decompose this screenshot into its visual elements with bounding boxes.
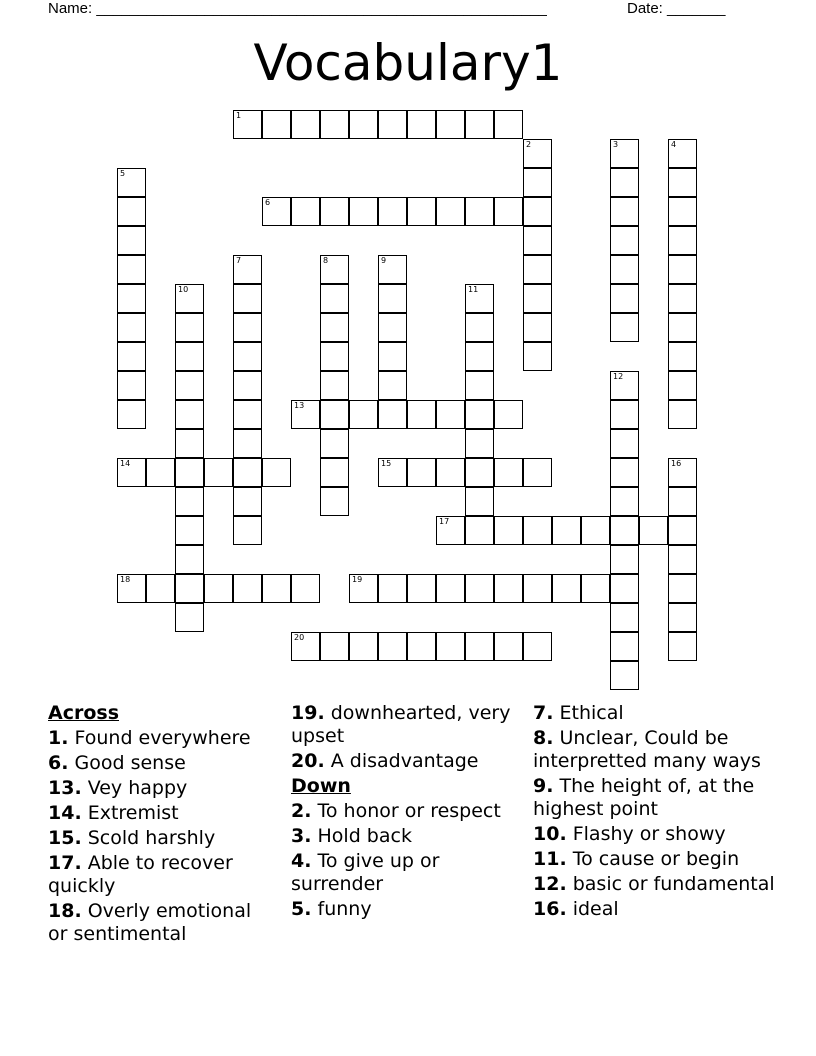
grid-cell[interactable]	[494, 400, 523, 429]
cell-number: 19	[352, 575, 363, 584]
grid-cell[interactable]	[320, 371, 349, 400]
cell-number: 12	[613, 372, 624, 381]
grid-cell[interactable]	[465, 284, 494, 313]
grid-cell[interactable]	[378, 255, 407, 284]
date-line: Date: _______	[627, 0, 726, 17]
grid-cell[interactable]	[523, 574, 552, 603]
grid-cell[interactable]	[668, 226, 697, 255]
grid-cell[interactable]	[117, 458, 146, 487]
grid-cell[interactable]	[610, 574, 639, 603]
grid-cell[interactable]	[291, 197, 320, 226]
grid-cell[interactable]	[320, 110, 349, 139]
grid-cell[interactable]	[523, 632, 552, 661]
grid-cell[interactable]	[233, 110, 262, 139]
grid-cell[interactable]	[465, 400, 494, 429]
grid-cell[interactable]	[436, 458, 465, 487]
grid-cell[interactable]	[320, 400, 349, 429]
grid-cell[interactable]	[523, 342, 552, 371]
grid-cell[interactable]	[233, 342, 262, 371]
grid-cell[interactable]	[175, 458, 204, 487]
grid-cell[interactable]	[378, 574, 407, 603]
grid-cell[interactable]	[668, 255, 697, 284]
grid-cell[interactable]	[668, 458, 697, 487]
grid-cell[interactable]	[320, 429, 349, 458]
grid-cell[interactable]	[639, 516, 668, 545]
grid-cell[interactable]	[117, 342, 146, 371]
grid-cell[interactable]	[668, 313, 697, 342]
grid-cell[interactable]	[378, 371, 407, 400]
grid-cell[interactable]	[668, 197, 697, 226]
grid-cell[interactable]	[668, 284, 697, 313]
grid-cell[interactable]	[320, 342, 349, 371]
grid-cell[interactable]	[523, 516, 552, 545]
grid-cell[interactable]	[523, 197, 552, 226]
grid-cell[interactable]	[465, 429, 494, 458]
grid-cell[interactable]	[610, 284, 639, 313]
grid-cell[interactable]	[581, 516, 610, 545]
grid-cell[interactable]	[668, 487, 697, 516]
cell-number: 8	[323, 256, 329, 265]
grid-cell[interactable]	[117, 226, 146, 255]
cell-number: 4	[671, 140, 677, 149]
grid-cell[interactable]	[117, 400, 146, 429]
grid-cell[interactable]	[233, 574, 262, 603]
grid-cell[interactable]	[320, 255, 349, 284]
grid-cell[interactable]	[204, 574, 233, 603]
grid-cell[interactable]	[378, 197, 407, 226]
grid-cell[interactable]	[175, 516, 204, 545]
grid-cell[interactable]	[465, 516, 494, 545]
grid-cell[interactable]	[436, 516, 465, 545]
grid-cell[interactable]	[668, 139, 697, 168]
grid-cell[interactable]	[610, 139, 639, 168]
grid-cell[interactable]	[262, 110, 291, 139]
grid-cell[interactable]	[349, 400, 378, 429]
clue-across-20: 20. A disadvantage	[291, 750, 479, 772]
cell-number: 16	[671, 459, 682, 468]
grid-cell[interactable]	[610, 226, 639, 255]
grid-cell[interactable]	[233, 516, 262, 545]
grid-cell[interactable]	[407, 574, 436, 603]
grid-cell[interactable]	[465, 313, 494, 342]
grid-cell[interactable]	[436, 400, 465, 429]
grid-cell[interactable]	[494, 574, 523, 603]
grid-cell[interactable]	[465, 487, 494, 516]
grid-cell[interactable]	[610, 632, 639, 661]
grid-cell[interactable]	[523, 313, 552, 342]
grid-cell[interactable]	[523, 168, 552, 197]
grid-cell[interactable]	[610, 516, 639, 545]
clue-down-8: 8. Unclear, Could be interpretted many ways	[533, 727, 761, 772]
grid-cell[interactable]	[668, 516, 697, 545]
grid-cell[interactable]	[668, 632, 697, 661]
grid-cell[interactable]	[610, 661, 639, 690]
clue-column-1	[48, 702, 268, 948]
grid-cell[interactable]	[320, 458, 349, 487]
grid-cell[interactable]	[262, 197, 291, 226]
cell-number: 15	[381, 459, 392, 468]
cell-number: 6	[265, 198, 271, 207]
grid-cell[interactable]	[175, 574, 204, 603]
cell-number: 11	[468, 285, 479, 294]
grid-cell[interactable]	[117, 255, 146, 284]
across-header: Across	[48, 702, 120, 724]
cell-number: 7	[236, 256, 242, 265]
grid-cell[interactable]	[668, 371, 697, 400]
grid-cell[interactable]	[291, 632, 320, 661]
clue-across-14: 14. Extremist	[48, 802, 179, 824]
grid-cell[interactable]	[494, 516, 523, 545]
grid-cell[interactable]	[552, 574, 581, 603]
grid-cell[interactable]	[378, 342, 407, 371]
grid-cell[interactable]	[146, 574, 175, 603]
grid-cell[interactable]	[610, 545, 639, 574]
grid-cell[interactable]	[233, 400, 262, 429]
page-title: Vocabulary1	[253, 34, 563, 92]
grid-cell[interactable]	[320, 313, 349, 342]
grid-cell[interactable]	[610, 197, 639, 226]
grid-cell[interactable]	[291, 400, 320, 429]
grid-cell[interactable]	[523, 458, 552, 487]
grid-cell[interactable]	[610, 313, 639, 342]
grid-cell[interactable]	[175, 545, 204, 574]
grid-cell[interactable]	[175, 342, 204, 371]
grid-cell[interactable]	[523, 139, 552, 168]
grid-cell[interactable]	[320, 632, 349, 661]
grid-cell[interactable]	[117, 168, 146, 197]
grid-cell[interactable]	[668, 168, 697, 197]
grid-cell[interactable]	[436, 110, 465, 139]
cell-number: 5	[120, 169, 126, 178]
grid-cell[interactable]	[407, 197, 436, 226]
grid-cell[interactable]	[610, 168, 639, 197]
grid-cell[interactable]	[175, 400, 204, 429]
grid-cell[interactable]	[610, 400, 639, 429]
grid-cell[interactable]	[552, 516, 581, 545]
grid-cell[interactable]	[581, 574, 610, 603]
cell-number: 9	[381, 256, 387, 265]
grid-cell[interactable]	[378, 632, 407, 661]
grid-cell[interactable]	[378, 313, 407, 342]
grid-cell[interactable]	[465, 458, 494, 487]
grid-cell[interactable]	[378, 284, 407, 313]
clue-down-4: 4. To give up or surrender	[291, 850, 440, 895]
grid-cell[interactable]	[465, 342, 494, 371]
grid-cell[interactable]	[436, 197, 465, 226]
grid-cell[interactable]	[204, 458, 233, 487]
grid-cell[interactable]	[668, 603, 697, 632]
clue-column-3	[533, 702, 783, 923]
grid-cell[interactable]	[494, 458, 523, 487]
clue-column-2	[291, 702, 523, 923]
cell-number: 2	[526, 140, 532, 149]
cell-number: 14	[120, 459, 131, 468]
clue-down-5: 5. funny	[291, 898, 372, 920]
grid-cell[interactable]	[668, 342, 697, 371]
grid-cell[interactable]	[262, 458, 291, 487]
grid-cell[interactable]	[349, 632, 378, 661]
grid-cell[interactable]	[378, 110, 407, 139]
grid-cell[interactable]	[349, 574, 378, 603]
grid-cell[interactable]	[465, 574, 494, 603]
clue-across-15: 15. Scold harshly	[48, 827, 216, 849]
grid-cell[interactable]	[407, 400, 436, 429]
grid-cell[interactable]	[175, 371, 204, 400]
name-line: Name: ______________________________________________________	[48, 0, 547, 17]
clue-down-9: 9. The height of, at the highest point	[533, 775, 755, 820]
grid-cell[interactable]	[262, 574, 291, 603]
grid-cell[interactable]	[233, 458, 262, 487]
grid-cell[interactable]	[610, 255, 639, 284]
grid-cell[interactable]	[407, 458, 436, 487]
grid-cell[interactable]	[494, 632, 523, 661]
cell-number: 17	[439, 517, 450, 526]
grid-cell[interactable]	[291, 574, 320, 603]
clue-across-1: 1. Found everywhere	[48, 727, 251, 749]
grid-cell[interactable]	[117, 371, 146, 400]
grid-cell[interactable]	[117, 574, 146, 603]
grid-cell[interactable]	[523, 284, 552, 313]
grid-cell[interactable]	[465, 197, 494, 226]
grid-cell[interactable]	[465, 371, 494, 400]
grid-cell[interactable]	[233, 313, 262, 342]
cell-number: 10	[178, 285, 189, 294]
grid-cell[interactable]	[378, 458, 407, 487]
clue-down-11: 11. To cause or begin	[533, 848, 740, 870]
grid-cell[interactable]	[378, 400, 407, 429]
grid-cell[interactable]	[436, 574, 465, 603]
clue-across-17: 17. Able to recover quickly	[48, 852, 233, 897]
grid-cell[interactable]	[610, 458, 639, 487]
grid-cell[interactable]	[407, 110, 436, 139]
grid-cell[interactable]	[610, 603, 639, 632]
grid-cell[interactable]	[349, 197, 378, 226]
grid-cell[interactable]	[407, 632, 436, 661]
grid-cell[interactable]	[175, 603, 204, 632]
grid-cell[interactable]	[494, 197, 523, 226]
grid-cell[interactable]	[523, 255, 552, 284]
grid-cell[interactable]	[233, 255, 262, 284]
grid-cell[interactable]	[175, 429, 204, 458]
grid-cell[interactable]	[117, 284, 146, 313]
grid-cell[interactable]	[523, 226, 552, 255]
grid-cell[interactable]	[349, 110, 378, 139]
cell-number: 3	[613, 140, 619, 149]
grid-cell[interactable]	[668, 400, 697, 429]
grid-cell[interactable]	[436, 632, 465, 661]
clue-down-12: 12. basic or fundamental	[533, 873, 775, 895]
grid-cell[interactable]	[233, 371, 262, 400]
grid-cell[interactable]	[146, 458, 175, 487]
grid-cell[interactable]	[610, 429, 639, 458]
grid-cell[interactable]	[233, 429, 262, 458]
down-header: Down	[291, 775, 351, 797]
grid-cell[interactable]	[117, 313, 146, 342]
clue-down-10: 10. Flashy or showy	[533, 823, 726, 845]
clue-down-2: 2. To honor or respect	[291, 800, 501, 822]
grid-cell[interactable]	[233, 487, 262, 516]
cell-number: 1	[236, 111, 242, 120]
grid-cell[interactable]	[117, 197, 146, 226]
grid-cell[interactable]	[175, 284, 204, 313]
cell-number: 18	[120, 575, 131, 584]
grid-cell[interactable]	[291, 110, 320, 139]
grid-cell[interactable]	[465, 632, 494, 661]
clue-across-18: 18. Overly emotional or sentimental	[48, 900, 252, 945]
grid-cell[interactable]	[233, 284, 262, 313]
clue-down-7: 7. Ethical	[533, 702, 624, 724]
clue-across-6: 6. Good sense	[48, 752, 186, 774]
clue-down-3: 3. Hold back	[291, 825, 412, 847]
clue-across-19: 19. downhearted, very upset	[291, 702, 511, 747]
grid-cell[interactable]	[494, 110, 523, 139]
cell-number: 13	[294, 401, 305, 410]
grid-cell[interactable]	[610, 371, 639, 400]
grid-cell[interactable]	[320, 197, 349, 226]
grid-cell[interactable]	[175, 487, 204, 516]
grid-cell[interactable]	[320, 284, 349, 313]
grid-cell[interactable]	[320, 487, 349, 516]
grid-cell[interactable]	[610, 487, 639, 516]
clue-across-13: 13. Vey happy	[48, 777, 188, 799]
cell-number: 20	[294, 633, 305, 642]
grid-cell[interactable]	[668, 545, 697, 574]
clue-down-16: 16. ideal	[533, 898, 619, 920]
grid-cell[interactable]	[175, 313, 204, 342]
grid-cell[interactable]	[668, 574, 697, 603]
grid-cell[interactable]	[465, 110, 494, 139]
